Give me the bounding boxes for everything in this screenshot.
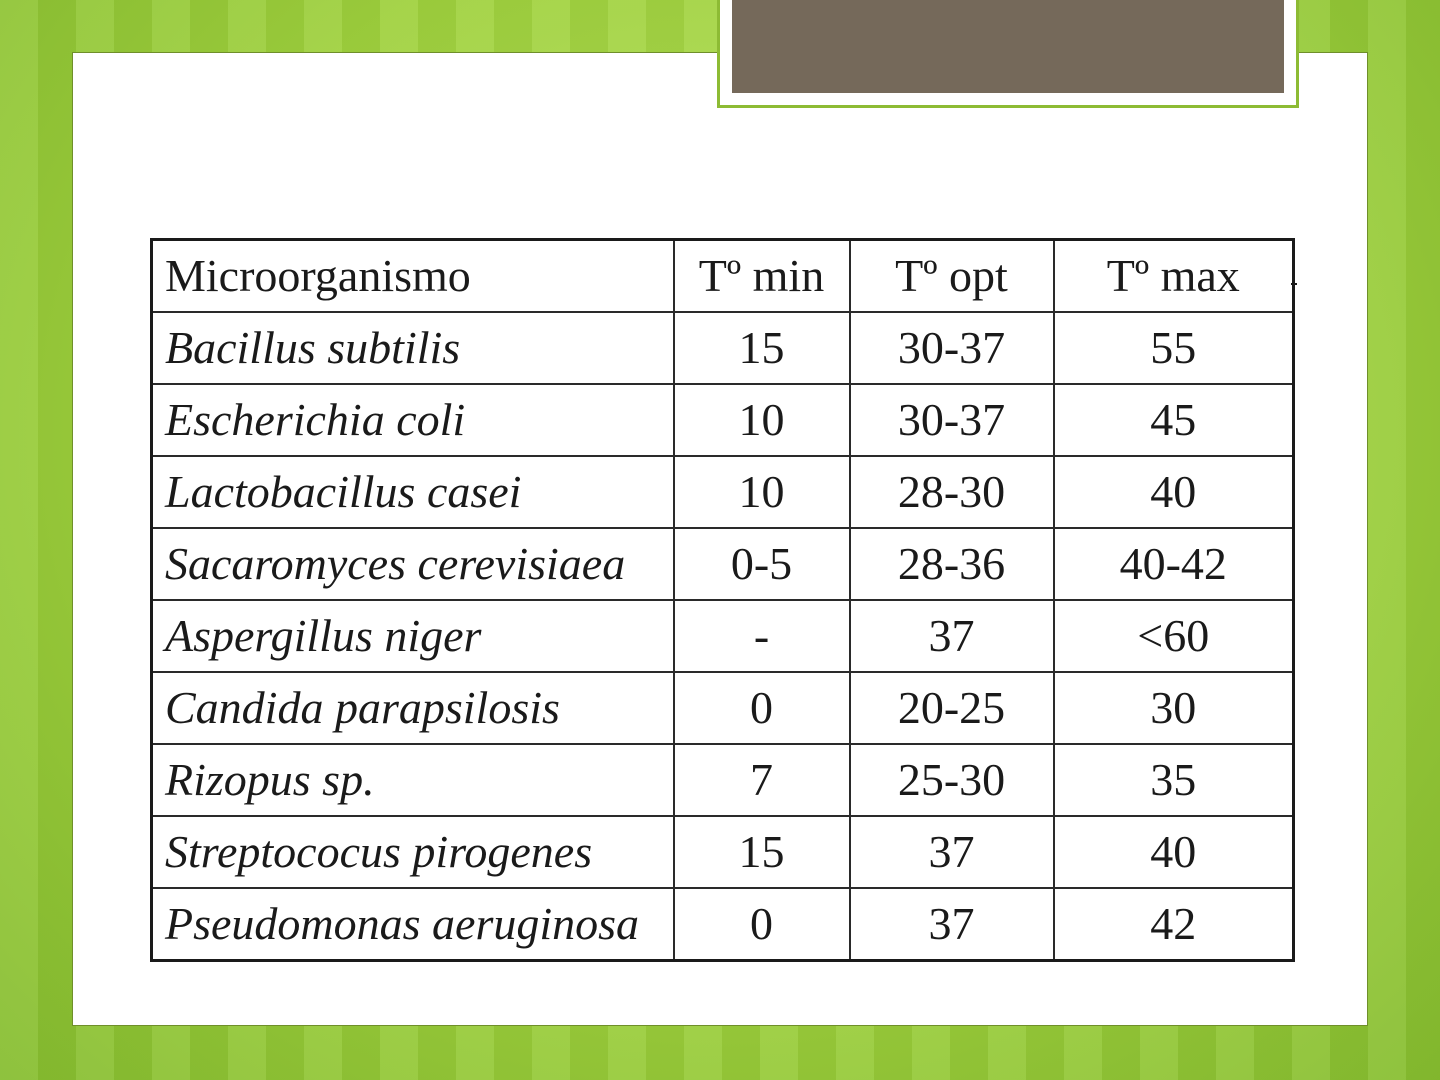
organism-name-cell: Lactobacillus casei (152, 456, 674, 528)
temp-opt-cell: 25-30 (850, 744, 1054, 816)
table-row (152, 384, 1294, 456)
table-row (152, 456, 1294, 528)
temp-min-cell: 0-5 (674, 528, 850, 600)
temp-max-cell: <60 (1054, 600, 1294, 672)
temp-opt-cell: 20-25 (850, 672, 1054, 744)
header-temp-min: Tº min (674, 240, 850, 313)
temp-max-cell: 55 (1054, 312, 1294, 384)
table-header-row (152, 240, 1294, 313)
temp-max-cell: 40 (1054, 456, 1294, 528)
temp-min-cell: 0 (674, 888, 850, 961)
temp-opt-cell: 30-37 (850, 384, 1054, 456)
table-row (152, 312, 1294, 384)
temp-min-cell: 10 (674, 456, 850, 528)
temp-opt-cell: 37 (850, 816, 1054, 888)
temp-max-cell: 42 (1054, 888, 1294, 961)
header-temp-max: Tº max (1054, 240, 1294, 313)
organism-name-cell: Escherichia coli (152, 384, 674, 456)
organism-name-cell: Pseudomonas aeruginosa (152, 888, 674, 961)
table-row (152, 528, 1294, 600)
title-placeholder-fill (732, 0, 1284, 93)
table-row (152, 600, 1294, 672)
organism-name-cell: Streptococus pirogenes (152, 816, 674, 888)
temp-max-cell: 45 (1054, 384, 1294, 456)
temp-max-cell: 35 (1054, 744, 1294, 816)
temp-opt-cell: 28-30 (850, 456, 1054, 528)
table-row (152, 672, 1294, 744)
organism-name-cell: Rizopus sp. (152, 744, 674, 816)
temp-opt-cell: 30-37 (850, 312, 1054, 384)
temp-min-cell: 10 (674, 384, 850, 456)
table-edge-mark (1291, 283, 1297, 285)
temp-opt-cell: 37 (850, 600, 1054, 672)
temp-min-cell: - (674, 600, 850, 672)
temp-min-cell: 15 (674, 312, 850, 384)
organism-name-cell: Aspergillus niger (152, 600, 674, 672)
header-temp-opt: Tº opt (850, 240, 1054, 313)
temperature-table (150, 238, 1295, 962)
table-body (152, 312, 1294, 961)
organism-name-cell: Bacillus subtilis (152, 312, 674, 384)
temp-opt-cell: 37 (850, 888, 1054, 961)
title-placeholder (717, 0, 1299, 108)
table-row (152, 888, 1294, 961)
temp-min-cell: 15 (674, 816, 850, 888)
temp-min-cell: 7 (674, 744, 850, 816)
table-row (152, 744, 1294, 816)
temp-max-cell: 30 (1054, 672, 1294, 744)
temp-min-cell: 0 (674, 672, 850, 744)
organism-name-cell: Sacaromyces cerevisiaea (152, 528, 674, 600)
temp-max-cell: 40-42 (1054, 528, 1294, 600)
table-row (152, 816, 1294, 888)
temp-opt-cell: 28-36 (850, 528, 1054, 600)
header-microorganismo: Microorganismo (152, 240, 674, 313)
temp-max-cell: 40 (1054, 816, 1294, 888)
organism-name-cell: Candida parapsilosis (152, 672, 674, 744)
